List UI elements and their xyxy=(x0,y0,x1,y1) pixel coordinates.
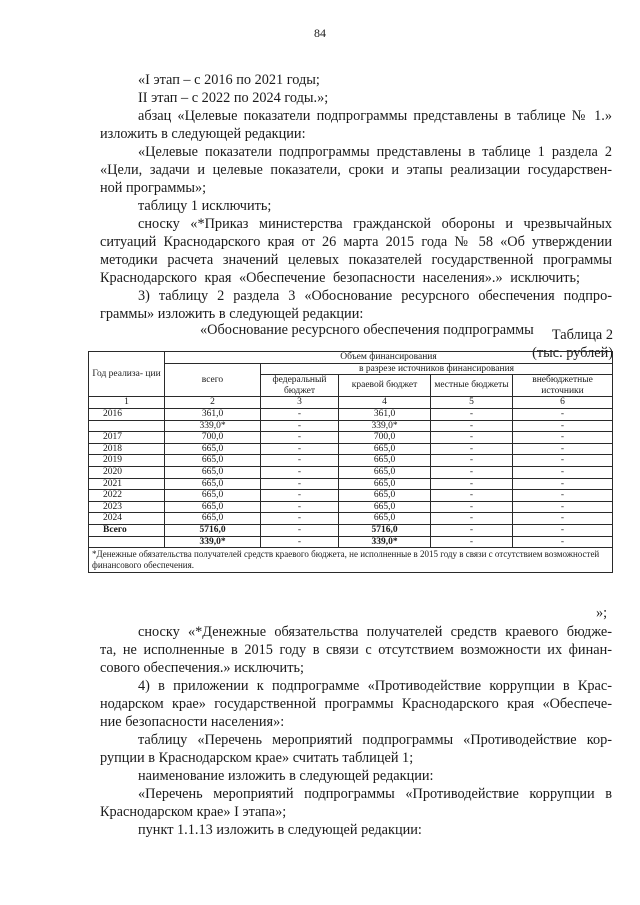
table-cell-year: 2023 xyxy=(89,501,165,513)
table-cell: - xyxy=(513,513,613,525)
text-line: изложить в следующей редакции: xyxy=(100,126,306,142)
text-line: «Цели, задачи и целевые показатели, сроки и этапы реализации государствен- xyxy=(100,162,612,178)
table-cell: - xyxy=(431,536,513,548)
table-title: Таблица 2 xyxy=(551,327,613,343)
table-cell: - xyxy=(261,490,339,502)
table-row xyxy=(89,536,613,548)
table-cell: - xyxy=(431,420,513,432)
table-cell: - xyxy=(431,490,513,502)
text-line: 4) в приложении к подпрограмме «Противодействие коррупции в Крас- xyxy=(138,678,612,694)
table-row xyxy=(89,455,613,467)
header-sources: в разрезе источников финансирования xyxy=(261,363,613,375)
text-line: наименование изложить в следующей редакции: xyxy=(138,768,434,784)
column-number: 2 xyxy=(165,397,261,409)
table-cell-year xyxy=(89,420,165,432)
table-cell: - xyxy=(431,455,513,467)
header-year: Год реализа- ции xyxy=(89,352,165,397)
header-local: местные бюджеты xyxy=(431,375,513,397)
table-cell: - xyxy=(261,432,339,444)
table-cell-year: 2021 xyxy=(89,478,165,490)
table-cell: 665,0 xyxy=(339,490,431,502)
table-cell: 665,0 xyxy=(165,513,261,525)
table-cell: 700,0 xyxy=(339,432,431,444)
table-cell: 665,0 xyxy=(339,513,431,525)
table-cell: - xyxy=(261,408,339,420)
table-cell: - xyxy=(431,443,513,455)
table-cell: - xyxy=(261,420,339,432)
table-cell-year: 2020 xyxy=(89,466,165,478)
column-number: 3 xyxy=(261,397,339,409)
table-cell: - xyxy=(513,408,613,420)
table-cell: 339,0* xyxy=(165,420,261,432)
text-line: II этап – с 2022 по 2024 годы.»; xyxy=(138,90,329,106)
table-row xyxy=(89,478,613,490)
table-cell: - xyxy=(431,408,513,420)
table-cell: 665,0 xyxy=(165,501,261,513)
table-cell: - xyxy=(431,478,513,490)
table-cell: - xyxy=(431,513,513,525)
column-number-row xyxy=(89,397,613,409)
table-cell: 665,0 xyxy=(165,490,261,502)
text-line: «Перечень мероприятий подпрограммы «Противодействие коррупции в xyxy=(138,786,612,802)
text-line: ние безопасности населения»: xyxy=(100,714,285,730)
table-cell-year: 2016 xyxy=(89,408,165,420)
table-row xyxy=(89,443,613,455)
column-number: 1 xyxy=(89,397,165,409)
table-cell: 5716,0 xyxy=(165,524,261,536)
text-line: граммы» изложить в следующей редакции: xyxy=(100,306,364,322)
table-row xyxy=(89,513,613,525)
table-cell: 665,0 xyxy=(339,443,431,455)
resource-table xyxy=(88,351,613,573)
table-row xyxy=(89,490,613,502)
header-total: всего xyxy=(165,363,261,397)
text-line: Краснодарском крае» I этапа»; xyxy=(100,804,287,820)
table-row xyxy=(89,466,613,478)
table-cell: 665,0 xyxy=(165,478,261,490)
table-cell-year: 2022 xyxy=(89,490,165,502)
table-cell: - xyxy=(261,455,339,467)
table-cell: 665,0 xyxy=(165,443,261,455)
table-cell: - xyxy=(431,466,513,478)
text-line: ситуаций Краснодарского края от 26 марта 2015 года № 58 «Об утверждении xyxy=(100,234,612,250)
table-cell: - xyxy=(513,478,613,490)
table-unit: (тыс. рублей) xyxy=(532,345,613,361)
text-line: сноску «*Денежные обязательства получателей средств краевого бюдже- xyxy=(138,624,612,640)
table-cell: - xyxy=(261,513,339,525)
table-cell: 665,0 xyxy=(339,455,431,467)
text-line: пункт 1.1.13 изложить в следующей редакции: xyxy=(138,822,422,838)
header-extra: внебюджетные источники xyxy=(513,375,613,397)
table-cell: - xyxy=(261,466,339,478)
header-federal: федеральный бюджет xyxy=(261,375,339,397)
table-cell: - xyxy=(261,478,339,490)
table-cell-year: Всего xyxy=(89,524,165,536)
text-line: та, не исполненные в 2015 году в связи с отсутствием возможности их финан- xyxy=(100,642,612,658)
table-cell: - xyxy=(261,443,339,455)
table-cell: - xyxy=(431,432,513,444)
table-cell: - xyxy=(513,420,613,432)
table-row xyxy=(89,501,613,513)
table-cell: 361,0 xyxy=(165,408,261,420)
table-cell: 339,0* xyxy=(165,536,261,548)
table-cell-year: 2024 xyxy=(89,513,165,525)
column-number: 5 xyxy=(431,397,513,409)
text-line: таблицу 1 исключить; xyxy=(138,198,272,214)
table-cell: - xyxy=(431,501,513,513)
table-closing-mark: »; xyxy=(596,605,608,621)
table-cell-year xyxy=(89,536,165,548)
table-cell-year: 2018 xyxy=(89,443,165,455)
text-line: Краснодарского края «Обеспечение безопасности населения».» исключить; xyxy=(100,270,580,286)
text-line: «Целевые показатели подпрограммы представлены в таблице 1 раздела 2 xyxy=(138,144,612,160)
table-cell: - xyxy=(513,466,613,478)
table-cell: - xyxy=(513,432,613,444)
text-line: сноску «*Приказ министерства гражданской обороны и чрезвычайных xyxy=(138,216,612,232)
table-cell-year: 2017 xyxy=(89,432,165,444)
text-line: абзац «Целевые показатели подпрограммы представлены в таблице № 1.» xyxy=(138,108,612,124)
table-cell: 665,0 xyxy=(339,466,431,478)
table-cell: - xyxy=(513,455,613,467)
table-row xyxy=(89,408,613,420)
table-caption: «Обоснование ресурсного обеспечения подпрограммы xyxy=(200,322,534,338)
table-cell: - xyxy=(431,524,513,536)
text-line: «I этап – с 2016 по 2021 годы; xyxy=(138,72,320,88)
text-line: рупции в Краснодарском крае» считать таблицей 1; xyxy=(100,750,414,766)
table-cell: 665,0 xyxy=(339,478,431,490)
header-volume: Объем финансирования xyxy=(165,352,613,364)
table-cell: 5716,0 xyxy=(339,524,431,536)
table-cell: 665,0 xyxy=(339,501,431,513)
table-cell: - xyxy=(261,536,339,548)
column-number: 6 xyxy=(513,397,613,409)
table-cell: 665,0 xyxy=(165,455,261,467)
table-cell: - xyxy=(261,524,339,536)
text-line: таблицу «Перечень мероприятий подпрограммы «Противодействие кор- xyxy=(138,732,612,748)
table-cell: - xyxy=(513,490,613,502)
table-cell: 339,0* xyxy=(339,420,431,432)
header-regional: краевой бюджет xyxy=(339,375,431,397)
text-line: нодарском крае» государственной программы Краснодарского края «Обеспече- xyxy=(100,696,612,712)
text-line: сового обеспечения.» исключить; xyxy=(100,660,304,676)
table-cell: - xyxy=(513,536,613,548)
table-cell: - xyxy=(513,443,613,455)
column-number: 4 xyxy=(339,397,431,409)
text-line: 3) таблицу 2 раздела 3 «Обоснование ресурсного обеспечения подпро- xyxy=(138,288,612,304)
table-row xyxy=(89,524,613,536)
table-cell: 361,0 xyxy=(339,408,431,420)
table-cell: - xyxy=(513,501,613,513)
table-cell: 339,0* xyxy=(339,536,431,548)
table-row xyxy=(89,432,613,444)
text-line: методики расчета значений целевых показателей государственной программы xyxy=(100,252,612,268)
text-line: ной программы»; xyxy=(100,180,207,196)
table-cell: 665,0 xyxy=(165,466,261,478)
table-row xyxy=(89,420,613,432)
table-cell: - xyxy=(513,524,613,536)
table-footnote: *Денежные обязательства получателей средств краевого бюджета, не исполненные в 2015 году в связи с отсутствием возможностей финансового обеспечения. xyxy=(89,548,613,573)
table-cell-year: 2019 xyxy=(89,455,165,467)
page-number: 84 xyxy=(314,26,326,40)
table-cell: 700,0 xyxy=(165,432,261,444)
table-cell: - xyxy=(261,501,339,513)
